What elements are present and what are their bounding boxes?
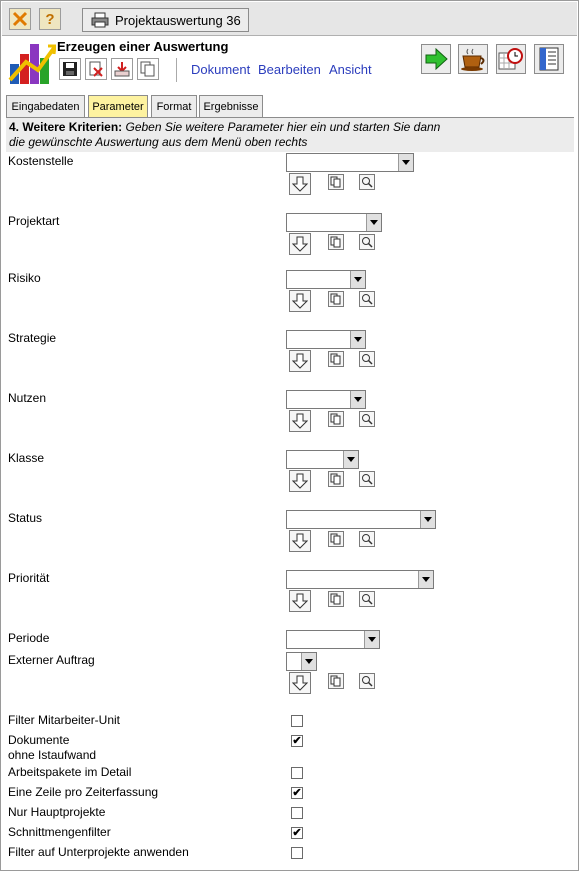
- down-arrow-button-strategie[interactable]: [289, 350, 311, 372]
- tab-bar: [6, 95, 574, 117]
- checkbox-label-nur-hauptprojekte: Nur Hauptprojekte: [8, 805, 106, 819]
- checkbox-dokumente-ohne-istaufwand[interactable]: ✔: [292, 735, 302, 747]
- search-button-prioritaet[interactable]: [359, 591, 375, 607]
- chevron-down-icon[interactable]: [350, 391, 365, 408]
- field-label-nutzen: Nutzen: [8, 391, 47, 405]
- green-arrow-right-icon: [424, 48, 448, 70]
- down-arrow-button-kostenstelle[interactable]: [289, 173, 311, 195]
- copy-button[interactable]: [137, 58, 159, 80]
- chevron-down-icon[interactable]: [301, 653, 316, 670]
- select-klasse[interactable]: [286, 450, 359, 469]
- select-kostenstelle[interactable]: [286, 153, 414, 172]
- down-arrow-button-status[interactable]: [289, 530, 311, 552]
- checkbox-label-eine-zeile-pro-zeiterfassung: Eine Zeile pro Zeiterfassung: [8, 785, 159, 799]
- page-title: Erzeugen einer Auswertung: [57, 39, 229, 54]
- checkbox-label-filter-auf-unterprojekte: Filter auf Unterprojekte anwenden: [8, 845, 189, 859]
- window-tab[interactable]: [82, 8, 249, 32]
- delete-button[interactable]: [85, 58, 107, 80]
- info-heading: 4. Weitere Kriterien:: [9, 120, 123, 134]
- checkbox-filter-mitarbeiter-unit[interactable]: [291, 715, 303, 727]
- run-report-button[interactable]: [421, 44, 451, 74]
- checkbox-label-arbeitspakete-im-detail: Arbeitspakete im Detail: [8, 765, 132, 779]
- chevron-down-icon[interactable]: [350, 331, 365, 348]
- chevron-down-icon[interactable]: [420, 511, 435, 528]
- copy-icon: [330, 533, 342, 545]
- checkbox-label-schnittmengenfilter: Schnittmengenfilter: [8, 825, 111, 839]
- select-strategie[interactable]: [286, 330, 366, 349]
- copy-button-status[interactable]: [328, 531, 344, 547]
- chevron-down-icon[interactable]: [343, 451, 358, 468]
- help-icon: ?: [45, 10, 55, 28]
- search-button-strategie[interactable]: [359, 351, 375, 367]
- header-divider: [176, 58, 177, 82]
- chevron-down-icon[interactable]: [398, 154, 413, 171]
- checkbox-schnittmengenfilter[interactable]: ✔: [292, 827, 302, 839]
- close-button[interactable]: [9, 8, 31, 30]
- save-button[interactable]: [59, 58, 81, 80]
- copy-button-risiko[interactable]: [328, 291, 344, 307]
- search-button-status[interactable]: [359, 531, 375, 547]
- arrow-down-icon: [292, 473, 308, 489]
- window-tab-label: Projektauswertung 36: [115, 12, 241, 28]
- magnifier-icon: [361, 533, 373, 545]
- arrow-down-icon: [292, 593, 308, 609]
- search-button-projektart[interactable]: [359, 234, 375, 250]
- document-header: [2, 36, 577, 94]
- checkbox-label-dokumente-line1: Dokumente: [8, 733, 70, 747]
- background-run-button[interactable]: [458, 44, 488, 74]
- field-label-kostenstelle: Kostenstelle: [8, 154, 74, 168]
- chevron-down-icon[interactable]: [364, 631, 379, 648]
- magnifier-icon: [361, 593, 373, 605]
- chevron-down-icon[interactable]: [350, 271, 365, 288]
- arrow-down-icon: [292, 353, 308, 369]
- magnifier-icon: [361, 293, 373, 305]
- printer-icon: [91, 12, 109, 28]
- select-risiko[interactable]: [286, 270, 366, 289]
- select-prioritaet[interactable]: [286, 570, 434, 589]
- chevron-down-icon[interactable]: [366, 214, 381, 231]
- field-label-strategie: Strategie: [8, 331, 57, 345]
- menu-dokument[interactable]: Dokument: [191, 62, 251, 77]
- magnifier-icon: [361, 176, 373, 188]
- info-panel: [6, 118, 574, 152]
- search-button-risiko[interactable]: [359, 291, 375, 307]
- magnifier-icon: [361, 413, 373, 425]
- checkbox-eine-zeile-pro-zeiterfassung[interactable]: ✔: [292, 787, 302, 799]
- checkbox-label-filter-mitarbeiter-unit: Filter Mitarbeiter-Unit: [8, 713, 121, 727]
- menu-ansicht[interactable]: Ansicht: [329, 62, 372, 77]
- search-button-klasse[interactable]: [359, 471, 375, 487]
- info-text-line2: die gewünschte Auswertung aus dem Menü oben rechts: [9, 135, 308, 149]
- down-arrow-button-prioritaet[interactable]: [289, 590, 311, 612]
- field-label-externer-auftrag: Externer Auftrag: [8, 653, 95, 667]
- copy-icon: [330, 236, 342, 248]
- search-button-externer-auftrag[interactable]: [359, 673, 375, 689]
- copy-icon: [330, 675, 342, 687]
- menu-bearbeiten[interactable]: Bearbeiten: [258, 62, 321, 77]
- copy-button-projektart[interactable]: [328, 234, 344, 250]
- tab-parameter[interactable]: Parameter: [88, 95, 148, 117]
- down-arrow-button-nutzen[interactable]: [289, 410, 311, 432]
- magnifier-icon: [361, 353, 373, 365]
- checkbox-filter-auf-unterprojekte[interactable]: [291, 847, 303, 859]
- chevron-down-icon[interactable]: [418, 571, 433, 588]
- magnifier-icon: [361, 675, 373, 687]
- select-nutzen[interactable]: [286, 390, 366, 409]
- floppy-disk-icon: [63, 62, 77, 76]
- copy-button-kostenstelle[interactable]: [328, 174, 344, 190]
- arrow-down-icon: [292, 413, 308, 429]
- copy-icon: [330, 353, 342, 365]
- help-button[interactable]: [39, 8, 61, 30]
- copy-icon: [330, 473, 342, 485]
- field-label-projektart: Projektart: [8, 214, 60, 228]
- down-arrow-button-externer-auftrag[interactable]: [289, 672, 311, 694]
- field-label-periode: Periode: [8, 631, 50, 645]
- tab-ergebnisse[interactable]: Ergebnisse: [199, 95, 263, 117]
- search-button-nutzen[interactable]: [359, 411, 375, 427]
- arrow-down-icon: [292, 176, 308, 192]
- schedule-button[interactable]: [496, 44, 526, 74]
- report-chart-logo-icon: [8, 40, 56, 86]
- copy-button-strategie[interactable]: [328, 351, 344, 367]
- close-icon: [12, 11, 28, 27]
- copy-button-externer-auftrag[interactable]: [328, 673, 344, 689]
- arrow-down-icon: [292, 533, 308, 549]
- report-list-button[interactable]: [534, 44, 564, 74]
- copy-button-nutzen[interactable]: [328, 411, 344, 427]
- tab-format[interactable]: Format: [151, 95, 197, 117]
- copy-icon: [330, 293, 342, 305]
- checkbox-arbeitspakete-im-detail[interactable]: [291, 767, 303, 779]
- field-label-risiko: Risiko: [8, 271, 41, 285]
- coffee-cup-icon: [460, 47, 486, 71]
- down-arrow-button-projektart[interactable]: [289, 233, 311, 255]
- select-externer-auftrag[interactable]: [286, 652, 317, 671]
- calendar-clock-icon: [498, 47, 524, 71]
- arrow-down-icon: [292, 236, 308, 252]
- field-label-prioritaet: Priorität: [8, 571, 50, 585]
- top-toolbar: [2, 2, 577, 36]
- select-projektart[interactable]: [286, 213, 382, 232]
- list-document-icon: [537, 47, 561, 71]
- magnifier-icon: [361, 236, 373, 248]
- export-button[interactable]: [111, 58, 133, 80]
- copy-icon: [140, 61, 156, 77]
- copy-icon: [330, 593, 342, 605]
- checkbox-nur-hauptprojekte[interactable]: [291, 807, 303, 819]
- magnifier-icon: [361, 473, 373, 485]
- parameter-form: [6, 152, 574, 867]
- delete-document-icon: [88, 61, 104, 77]
- field-label-klasse: Klasse: [8, 451, 45, 465]
- copy-button-prioritaet[interactable]: [328, 591, 344, 607]
- copy-icon: [330, 413, 342, 425]
- export-icon: [114, 61, 130, 77]
- field-label-status: Status: [8, 511, 43, 525]
- down-arrow-button-risiko[interactable]: [289, 290, 311, 312]
- select-status[interactable]: [286, 510, 436, 529]
- copy-icon: [330, 176, 342, 188]
- arrow-down-icon: [292, 293, 308, 309]
- info-text-line1: Geben Sie weitere Parameter hier ein und starten Sie dann: [125, 120, 441, 134]
- search-button-kostenstelle[interactable]: [359, 174, 375, 190]
- copy-button-klasse[interactable]: [328, 471, 344, 487]
- checkbox-label-dokumente-line2: ohne Istaufwand: [8, 748, 97, 762]
- arrow-down-icon: [292, 675, 308, 691]
- down-arrow-button-klasse[interactable]: [289, 470, 311, 492]
- select-periode[interactable]: [286, 630, 380, 649]
- tab-eingabedaten[interactable]: Eingabedaten: [6, 95, 85, 117]
